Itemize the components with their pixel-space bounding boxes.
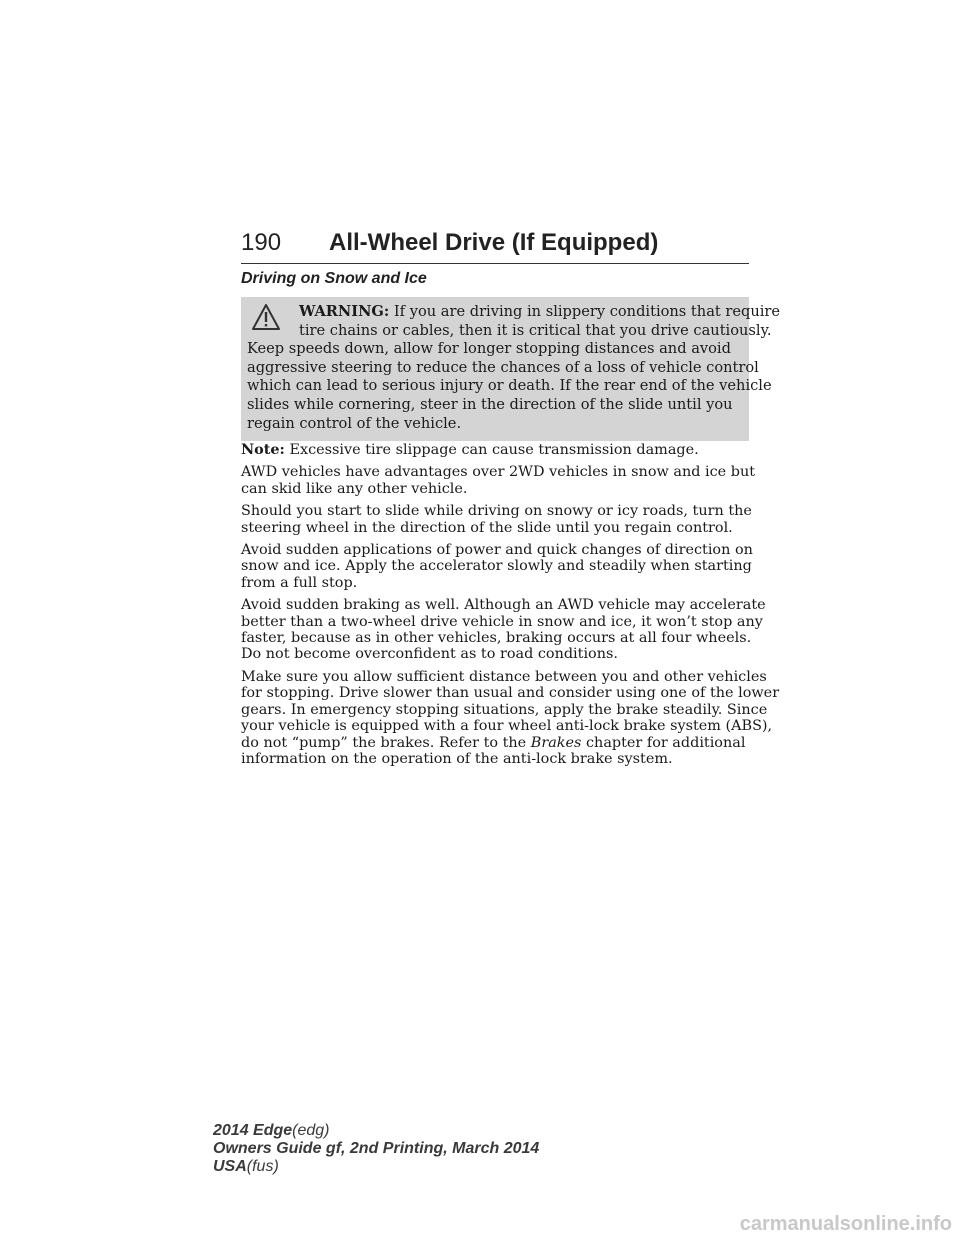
brakes-chapter-reference: Brakes bbox=[530, 734, 582, 751]
note-text: Excessive tire slippage can cause transmission damage. bbox=[289, 442, 699, 458]
warning-line: slides while cornering, steer in the direction of the slide until you bbox=[247, 395, 733, 413]
footer-guide: Owners Guide gf, 2nd Printing, March 2014 bbox=[213, 1140, 540, 1157]
warning-text bbox=[247, 303, 781, 433]
warning-line: WARNING: If you are driving in slippery conditions that require bbox=[299, 303, 781, 320]
body-text bbox=[241, 441, 780, 773]
document-footer bbox=[213, 1122, 539, 1176]
warning-box bbox=[241, 297, 781, 441]
footer-market: USA bbox=[213, 1158, 247, 1175]
footer-market-code: (fus) bbox=[246, 1158, 279, 1175]
watermark: carmanualsonline.info bbox=[739, 1213, 952, 1235]
paragraph-awd-advantages: AWD vehicles have advantages over 2WD vehicles in snow and ice but can skid like any other vehicle. bbox=[241, 464, 756, 497]
page-number: 190 bbox=[241, 229, 282, 256]
note-paragraph bbox=[241, 442, 751, 458]
paragraph-sudden-braking: Avoid sudden braking as well. Although an AWD vehicle may accelerate better than a two-wheel drive vehicle in snow and ice, it won’t stop any faster, because as in other vehicles, braking occurs at all four wheels. Do not become overconfident as to road conditions. bbox=[241, 597, 766, 663]
note-label: Note: bbox=[241, 441, 285, 458]
chapter-title: All-Wheel Drive (If Equipped) bbox=[329, 229, 659, 256]
warning-line: regain control of the vehicle. bbox=[247, 414, 462, 432]
warning-label: WARNING: bbox=[299, 303, 390, 320]
page-header bbox=[241, 229, 749, 264]
warning-line: aggressive steering to reduce the chances of a loss of vehicle control bbox=[247, 358, 759, 376]
warning-line: which can lead to serious injury or death. If the rear end of the vehicle bbox=[247, 377, 772, 395]
paragraph-stopping-distance: Make sure you allow sufficient distance between you and other vehicles for stopping. Drive slower than usual and consider using one of the lower gears. In emergency stopping situations, apply the brake steadily. Since your vehicle is equipped with a four wheel anti-lock brake system (ABS), do not “pump” the brakes. Refer to the Brakes chapter for additional information on the operation of the anti-lock brake system. bbox=[241, 668, 780, 767]
paragraph-power-changes: Avoid sudden applications of power and quick changes of direction on snow and ice. Apply the accelerator slowly and steadily when starting from a full stop. bbox=[241, 542, 753, 591]
footer-model-code: (edg) bbox=[292, 1122, 330, 1139]
warning-line: Keep speeds down, allow for longer stopping distances and avoid bbox=[247, 340, 731, 358]
paragraph-sliding: Should you start to slide while driving on snowy or icy roads, turn the steering wheel in the direction of the slide until you regain control. bbox=[241, 503, 752, 536]
section-heading: Driving on Snow and Ice bbox=[241, 270, 427, 287]
warning-line: tire chains or cables, then it is critical that you drive cautiously. bbox=[299, 321, 772, 339]
footer-model: 2014 Edge bbox=[213, 1122, 293, 1139]
